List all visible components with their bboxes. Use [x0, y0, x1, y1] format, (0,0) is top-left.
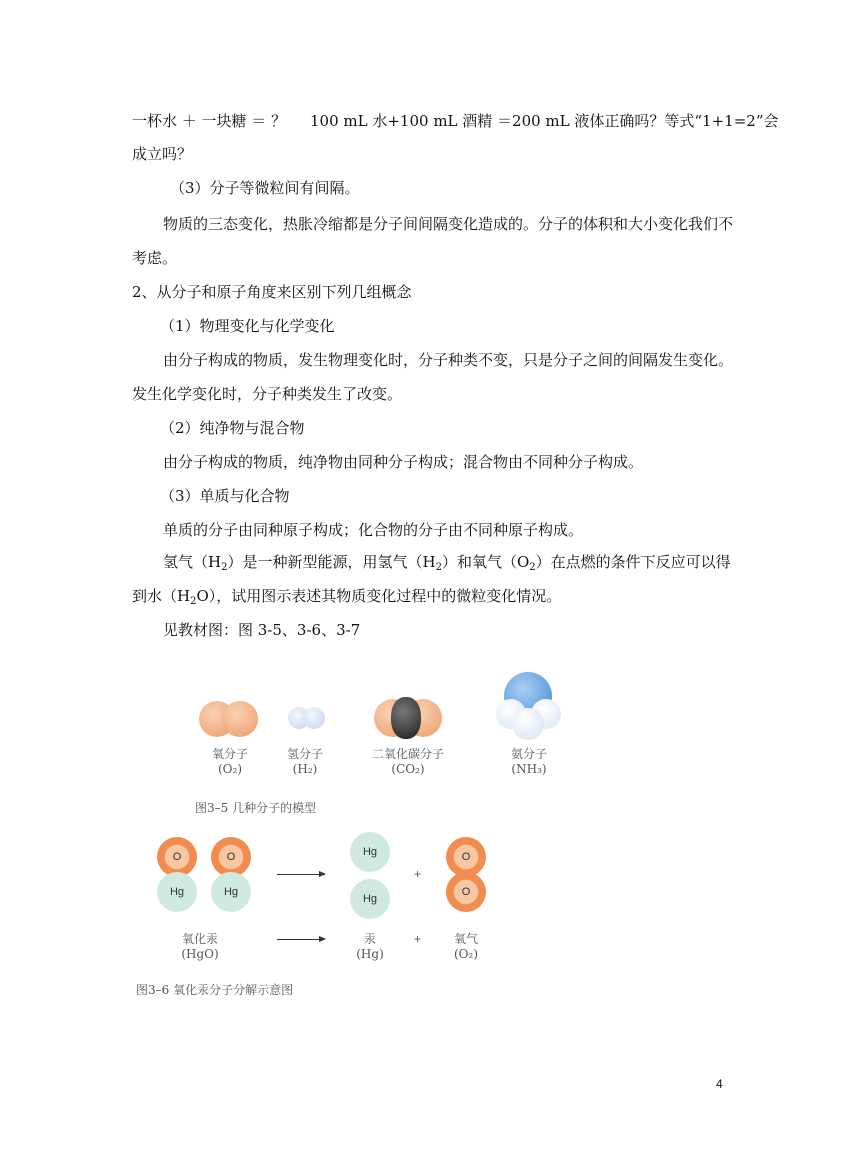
hydrogen-atom: [512, 708, 544, 740]
subscript: 2: [435, 562, 442, 573]
figure-reference: 见教材图：图 3-5、3-6、3-7: [163, 621, 361, 639]
section-heading: 2、从分子和原子角度来区别下列几组概念: [132, 283, 412, 301]
text-line-1a: 一杯水 ＋ 一块糖 ＝ ？: [132, 112, 287, 130]
label-nh3-molecule: 氨分子 (NH₃): [510, 747, 547, 776]
plus-sign: +: [414, 932, 422, 946]
hydrogen-atom: [303, 707, 325, 729]
plus-sign: +: [414, 867, 422, 881]
label-co2-molecule: 二氧化碳分子 (CO₂): [371, 747, 444, 776]
text-seg: 到水（H: [132, 587, 191, 605]
label-hydrogen-molecule: 氢分子 (H₂): [286, 747, 323, 776]
text-line-5: 考虑。: [132, 249, 178, 267]
page-number: 4: [716, 1077, 723, 1091]
figure-3-6-caption: 图3–6 氧化汞分子分解示意图: [136, 983, 294, 997]
text-line-14: [163, 552, 731, 578]
subheading-2: （2）纯净物与混合物: [160, 419, 305, 437]
label-hgo: 氧化汞 (HgO): [181, 932, 219, 961]
reaction-arrow: [277, 939, 325, 940]
label-hg: 汞 (Hg): [356, 932, 384, 961]
text-line-9: 发生化学变化时，分子种类发生了改变。: [132, 385, 403, 403]
oxygen-atom: [222, 701, 258, 737]
oxygen-atom: O: [446, 837, 486, 877]
subscript: 2: [190, 596, 197, 607]
text-line-11: 由分子构成的物质，纯净物由同种分子构成；混合物由不同种分子构成。: [163, 453, 644, 471]
carbon-atom: [391, 697, 421, 739]
oxygen-atom: O: [157, 837, 197, 877]
reaction-arrow: [277, 874, 325, 875]
text-seg: ）和氧气（O: [441, 553, 530, 571]
text-line-15: [132, 586, 561, 612]
text-seg: 氢气（H: [163, 553, 222, 571]
subheading-3: （3）单质与化合物: [160, 487, 290, 505]
mercury-atom: Hg: [157, 872, 197, 912]
mercury-atom: Hg: [211, 872, 251, 912]
subscript: 2: [529, 562, 536, 573]
subheading-1: （1）物理变化与化学变化: [160, 317, 335, 335]
oxygen-atom: O: [211, 837, 251, 877]
text-seg: ）是一种新型能源，用氢气（H: [227, 553, 436, 571]
text-line-4: 物质的三态变化，热胀冷缩都是分子间间隔变化造成的。分子的体积和大小变化我们不: [163, 215, 734, 233]
text-seg: ）在点燃的条件下反应可以得: [535, 553, 731, 571]
text-line-1b: 100 mL 水+100 mL 酒精 ＝200 mL 液体正确吗？等式“1+1=2”会: [310, 112, 779, 130]
mercury-atom: Hg: [350, 879, 390, 919]
text-line-2: 成立吗？: [132, 145, 193, 163]
text-line-8: 由分子构成的物质，发生物理变化时，分子种类不变，只是分子之间的间隔发生变化。: [163, 351, 734, 369]
label-o2: 氧气 (O₂): [453, 932, 478, 961]
text-seg: O），试用图示表述其物质变化过程中的微粒变化情况。: [196, 587, 562, 605]
text-line-13: 单质的分子由同种原子构成；化合物的分子由不同种原子构成。: [163, 521, 584, 539]
text-line-3: （3）分子等微粒间有间隔。: [170, 179, 360, 197]
label-oxygen-molecule: 氧分子 (O₂): [211, 747, 248, 776]
mercury-atom: Hg: [350, 832, 390, 872]
oxygen-atom: O: [446, 872, 486, 912]
figure-3-5-caption: 图3–5 几种分子的模型: [195, 801, 317, 815]
subscript: 2: [221, 562, 228, 573]
